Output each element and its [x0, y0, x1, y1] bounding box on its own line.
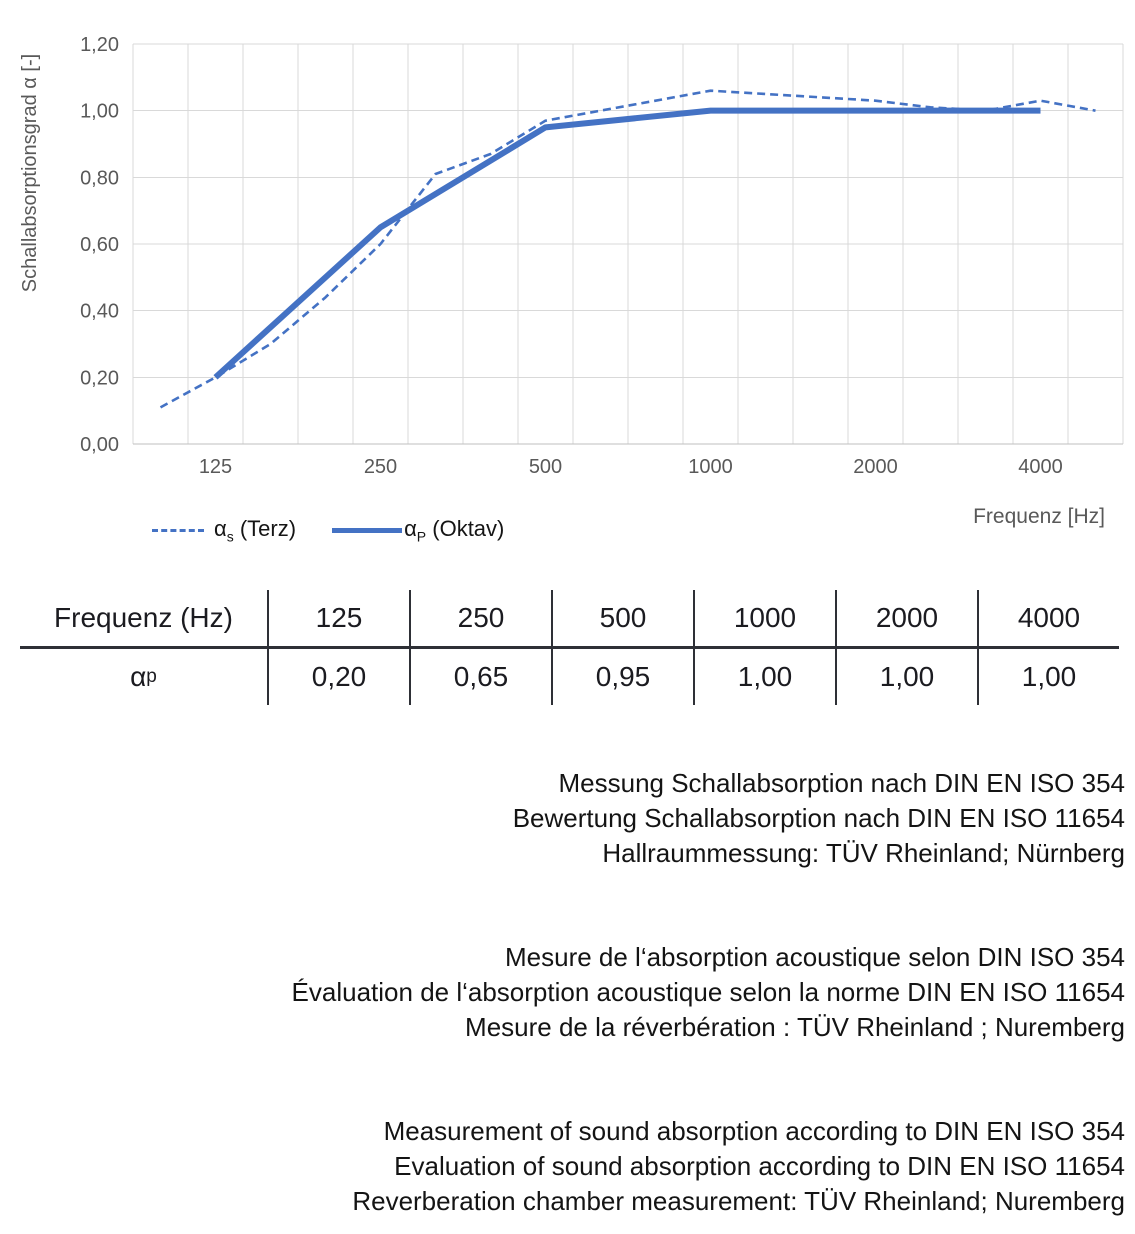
- chart-legend: [152, 516, 504, 544]
- absorption-chart-svg: [0, 0, 1135, 560]
- x-tick-label: 125: [198, 456, 233, 478]
- table-value-125: 0,20: [267, 649, 409, 705]
- note-line: Bewertung Schallabsorption nach DIN EN ISO 11654: [512, 803, 1125, 833]
- table-header-2000: 2000: [835, 590, 977, 649]
- notes-german: [0, 766, 1125, 871]
- note-line: Hallraummessung: TÜV Rheinland; Nürnberg: [602, 838, 1125, 868]
- table-header-125: 125: [267, 590, 409, 649]
- y-tick-label: 1,00: [80, 100, 119, 123]
- note-line: Évaluation de l‘absorption acoustique selon la norme DIN EN ISO 11654: [291, 977, 1125, 1007]
- x-axis-title: Frequenz [Hz]: [973, 505, 1105, 528]
- y-tick-label: 0,20: [80, 367, 119, 390]
- y-tick-label: 0,40: [80, 300, 119, 323]
- note-line: Reverberation chamber measurement: TÜV Rheinland; Nuremberg: [352, 1186, 1125, 1216]
- notes-english: [0, 1114, 1125, 1219]
- table-value-4000: 1,00: [977, 649, 1119, 705]
- legend-item-alpha-s: [152, 516, 296, 544]
- y-tick-label: 0,00: [80, 434, 119, 456]
- y-axis-title: Schallabsorptionsgrad α [-]: [19, 53, 41, 293]
- table-header-frequency: Frequenz (Hz): [20, 590, 267, 649]
- x-tick-label: 4000: [1018, 456, 1063, 478]
- y-tick-label: 0,60: [80, 234, 119, 256]
- note-line: Measurement of sound absorption according to DIN EN ISO 354: [383, 1116, 1125, 1146]
- legend-label-alpha-s: $\alpha_s$ (Terz): [214, 516, 297, 545]
- table-value-250: 0,65: [409, 649, 551, 705]
- notes-section: [0, 766, 1125, 1219]
- note-line: Evaluation of sound absorption according to DIN EN ISO 11654: [394, 1151, 1125, 1181]
- dashed-line-swatch-icon: [152, 529, 204, 532]
- x-tick-label: 250: [363, 456, 398, 478]
- x-tick-label: 1000: [688, 456, 733, 478]
- notes-french: [0, 940, 1125, 1045]
- x-tick-label: 2000: [853, 456, 898, 478]
- note-line: Mesure de l‘absorption acoustique selon DIN ISO 354: [504, 942, 1125, 972]
- note-line: Mesure de la réverbération : TÜV Rheinland ; Nuremberg: [465, 1012, 1125, 1042]
- note-line: Messung Schallabsorption nach DIN EN ISO 354: [558, 768, 1125, 798]
- chart-region: [0, 0, 1135, 560]
- table-value-500: 0,95: [551, 649, 693, 705]
- y-tick-label: 1,20: [80, 34, 119, 56]
- table-header-250: 250: [409, 590, 551, 649]
- y-tick-label: 0,80: [80, 167, 119, 190]
- legend-label-alpha-p: $\alpha_P$ (Oktav): [404, 516, 505, 545]
- legend-item-alpha-p: [332, 516, 504, 544]
- x-tick-label: 500: [528, 456, 563, 478]
- table-header-1000: 1000: [693, 590, 835, 649]
- table-value-2000: 1,00: [835, 649, 977, 705]
- table-header-500: 500: [551, 590, 693, 649]
- frequency-table: [20, 590, 1119, 705]
- table-row-label-alpha-p: α p: [130, 661, 157, 692]
- solid-line-swatch-icon: [332, 528, 402, 533]
- table-header-4000: 4000: [977, 590, 1119, 649]
- table-value-1000: 1,00: [693, 649, 835, 705]
